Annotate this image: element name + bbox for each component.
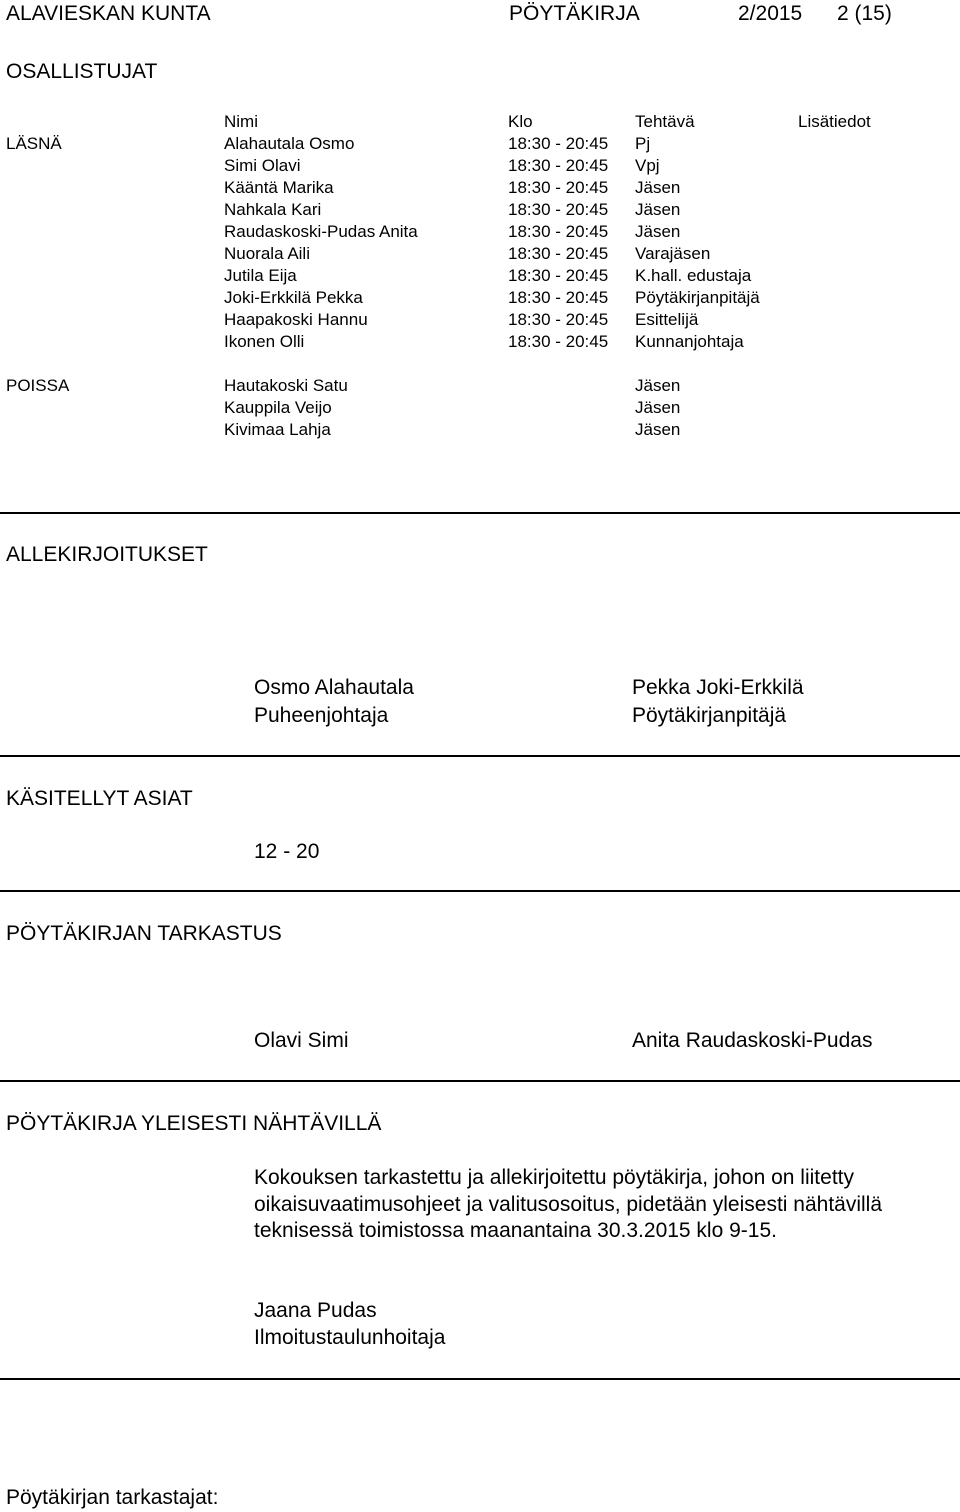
section-divider [0,1378,960,1380]
table-row [0,222,960,244]
participant-name: Kauppila Veijo [224,398,332,417]
public-notice-line: oikaisuvaatimusohjeet ja valitusosoitus, pidetään yleisesti nähtävillä [254,1192,883,1216]
participant-role: Vpj [635,156,660,175]
column-header-name: Nimi [224,112,258,131]
page-number: 2 (15) [837,2,892,25]
table-row [0,178,960,200]
participant-role: K.hall. edustaja [635,266,752,285]
participant-role: Esittelijä [635,310,699,329]
participant-role: Varajäsen [635,244,711,263]
participant-role: Jäsen [635,376,681,395]
participant-role: Jäsen [635,200,681,219]
participant-role: Pöytäkirjanpitäjä [635,288,760,307]
table-row [0,134,960,156]
items-heading: KÄSITELLYT ASIAT [6,787,193,810]
table-row [0,420,960,442]
reviewer-name-1: Olavi Simi [254,1029,349,1052]
table-row [0,376,960,398]
absent-label: POISSA [6,376,70,395]
table-row [0,332,960,354]
present-label: LÄSNÄ [6,134,62,153]
participant-role: Pj [635,134,651,153]
public-notice-paragraph [254,1165,954,1245]
participant-name: Hautakoski Satu [224,376,348,395]
table-row [0,310,960,332]
table-row [0,398,960,420]
participants-heading: OSALLISTUJAT [6,60,158,83]
secretary-role: Pöytäkirjanpitäjä [632,704,787,727]
participant-role: Jäsen [635,222,681,241]
participant-name: Nuorala Aili [224,244,310,263]
participant-name: Kivimaa Lahja [224,420,331,439]
reviewers-footer-label: Pöytäkirjan tarkastajat: [6,1486,219,1509]
participant-time: 18:30 - 20:45 [508,244,609,263]
participant-time: 18:30 - 20:45 [508,310,609,329]
participant-name: Raudaskoski-Pudas Anita [224,222,418,241]
participant-time: 18:30 - 20:45 [508,266,609,285]
reviewer-name-2: Anita Raudaskoski-Pudas [632,1029,873,1052]
participant-role: Jäsen [635,420,681,439]
table-row [0,156,960,178]
municipality-name: ALAVIESKAN KUNTA [6,2,211,25]
table-row [0,200,960,222]
chair-name: Osmo Alahautala [254,676,414,699]
section-divider [0,755,960,757]
participant-name: Jutila Eija [224,266,297,285]
participant-role: Jäsen [635,178,681,197]
participant-name: Joki-Erkkilä Pekka [224,288,363,307]
document-type: PÖYTÄKIRJA [509,2,640,25]
participant-time: 18:30 - 20:45 [508,288,609,307]
table-row [0,244,960,266]
column-header-time: Klo [508,112,533,131]
secretary-name: Pekka Joki-Erkkilä [632,676,804,699]
public-notice-line: teknisessä toimistossa maanantaina 30.3.2015 klo 9-15. [254,1219,777,1242]
review-heading: PÖYTÄKIRJAN TARKASTUS [6,922,282,945]
table-row [0,288,960,310]
participant-name: Simi Olavi [224,156,301,175]
participant-time: 18:30 - 20:45 [508,200,609,219]
public-heading: PÖYTÄKIRJA YLEISESTI NÄHTÄVILLÄ [6,1112,382,1135]
participant-time: 18:30 - 20:45 [508,222,609,241]
participant-name: Haapakoski Hannu [224,310,368,329]
participant-time: 18:30 - 20:45 [508,178,609,197]
section-divider [0,890,960,892]
participant-name: Alahautala Osmo [224,134,355,153]
public-notice-line: Kokouksen tarkastettu ja allekirjoitettu pöytäkirja, johon on liitetty [254,1166,854,1189]
section-divider [0,512,960,514]
table-row [0,266,960,288]
participant-time: 18:30 - 20:45 [508,134,609,153]
column-header-info: Lisätiedot [798,112,871,131]
chair-role: Puheenjohtaja [254,704,389,727]
participant-name: Nahkala Kari [224,200,322,219]
participant-time: 18:30 - 20:45 [508,332,609,351]
document-number: 2/2015 [738,2,803,25]
column-header-role: Tehtävä [635,112,695,131]
section-divider [0,1080,960,1082]
participant-name: Ikonen Olli [224,332,305,351]
items-range: 12 - 20 [254,840,320,863]
notice-signer-role: Ilmoitustaulunhoitaja [254,1326,446,1349]
participant-name: Kääntä Marika [224,178,334,197]
participant-time: 18:30 - 20:45 [508,156,609,175]
signatures-heading: ALLEKIRJOITUKSET [6,543,208,566]
participants-column-headers [0,112,960,134]
participant-role: Kunnanjohtaja [635,332,744,351]
participant-role: Jäsen [635,398,681,417]
notice-signer-name: Jaana Pudas [254,1299,377,1322]
